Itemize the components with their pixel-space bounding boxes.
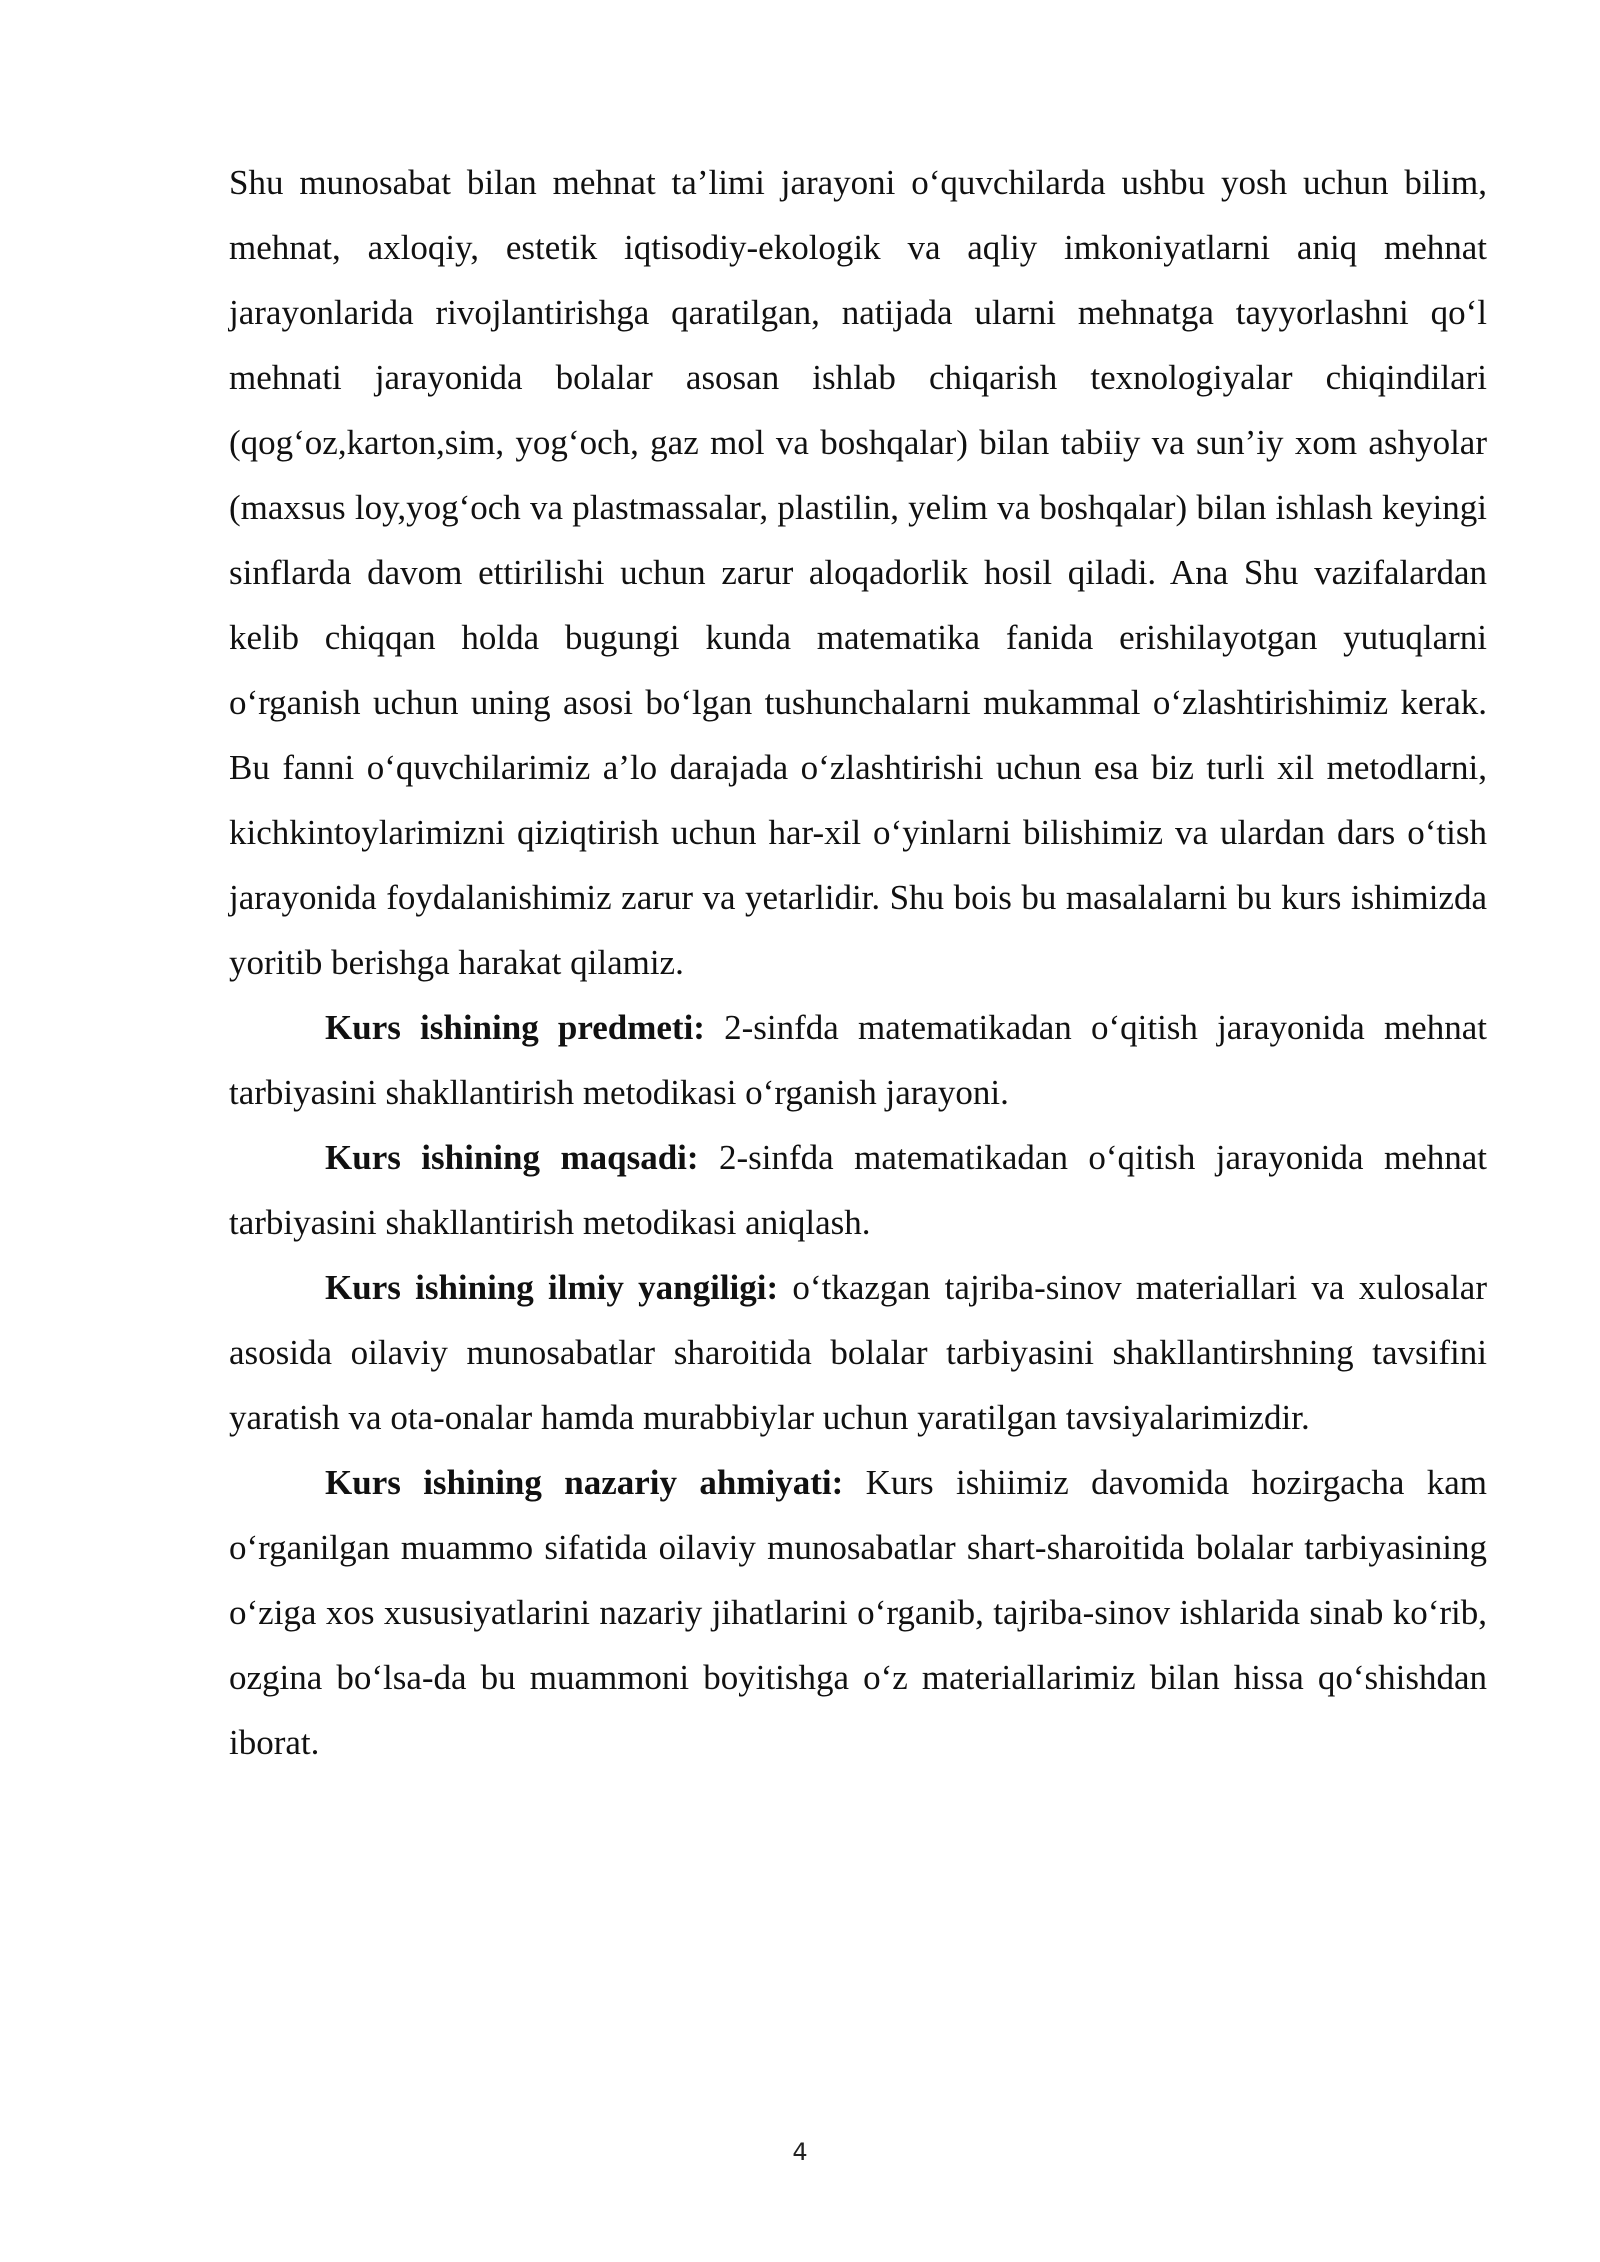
- novelty-text: o‘tkazgan tajriba-sinov materiallari va xulosalar asosida oilaviy munosabatlar sharoitida bolalar tarbiyasini shakllantirshning tavsifini yaratish va ota-onalar hamda murabbiylar uchun yaratilgan tavsiyalarimizdir.: [229, 1268, 1487, 1437]
- significance-text: Kurs ishiimiz davomida hozirgacha kam o‘rganilgan muammo sifatida oilaviy munosabatlar shart-sharoitida bolalar tarbiyasining o‘ziga xos xususiyatlarini nazariy jihatlarini o‘rganib, tajriba-sinov ishlarida sinab ko‘rib, ozgina bo‘lsa-da bu muammoni boyitishga o‘z materiallarimiz bilan hissa qo‘shishdan iborat.: [229, 1463, 1487, 1762]
- significance-label: Kurs ishining nazariy ahmiyati:: [325, 1463, 844, 1502]
- novelty-paragraph: [229, 1255, 1487, 1450]
- goal-paragraph: [229, 1125, 1487, 1255]
- goal-text: 2-sinfda matematikadan o‘qitish jarayonida mehnat tarbiyasini shakllantirish metodikasi aniqlash.: [229, 1138, 1487, 1242]
- subject-text: 2-sinfda matematikadan o‘qitish jarayonida mehnat tarbiyasini shakllantirish metodikasi o‘rganish jarayoni.: [229, 1008, 1487, 1112]
- page-number: 4: [792, 2138, 808, 2166]
- intro-paragraph: Shu munosabat bilan mehnat ta’limi jarayoni o‘quvchilarda ushbu yosh uchun bilim, mehnat, axloqiy, estetik iqtisodiy-ekologik va aqliy imkoniyatlarni aniq mehnat jarayonlarida rivojlantirishga qaratilgan, natijada ularni mehnatga tayyorlashni qo‘l mehnati jarayonida bolalar asosan ishlab chiqarish texnologiyalar chiqindilari (qog‘oz,karton,sim, yog‘och, gaz mol va boshqalar) bilan tabiiy va sun’iy xom ashyolar (maxsus loy,yog‘och va plastmassalar, plastilin, yelim va boshqalar) bilan ishlash keyingi sinflarda davom ettirilishi uchun zarur aloqadorlik hosil qiladi. Ana Shu vazifalardan kelib chiqqan holda bugungi kunda matematika fanida erishilayotgan yutuqlarni o‘rganish uchun uning asosi bo‘lgan tushunchalarni mukammal o‘zlashtirishimiz kerak. Bu fanni o‘quvchilarimiz a’lo darajada o‘zlashtirishi uchun esa biz turli xil metodlarni, kichkintoylarimizni qiziqtirish uchun har-xil o‘yinlarni bilishimiz va ulardan dars o‘tish jarayonida foydalanishimiz zarur va yetarlidir. Shu bois bu masalalarni bu kurs ishimizda yoritib berishga harakat qilamiz.: [229, 163, 1487, 982]
- significance-paragraph: [229, 1450, 1487, 1775]
- subject-label: Kurs ishining predmeti:: [325, 1008, 705, 1047]
- document-body: [229, 150, 1487, 1775]
- novelty-label: Kurs ishining ilmiy yangiligi:: [325, 1268, 779, 1307]
- goal-label: Kurs ishining maqsadi:: [325, 1138, 699, 1177]
- subject-paragraph: [229, 995, 1487, 1125]
